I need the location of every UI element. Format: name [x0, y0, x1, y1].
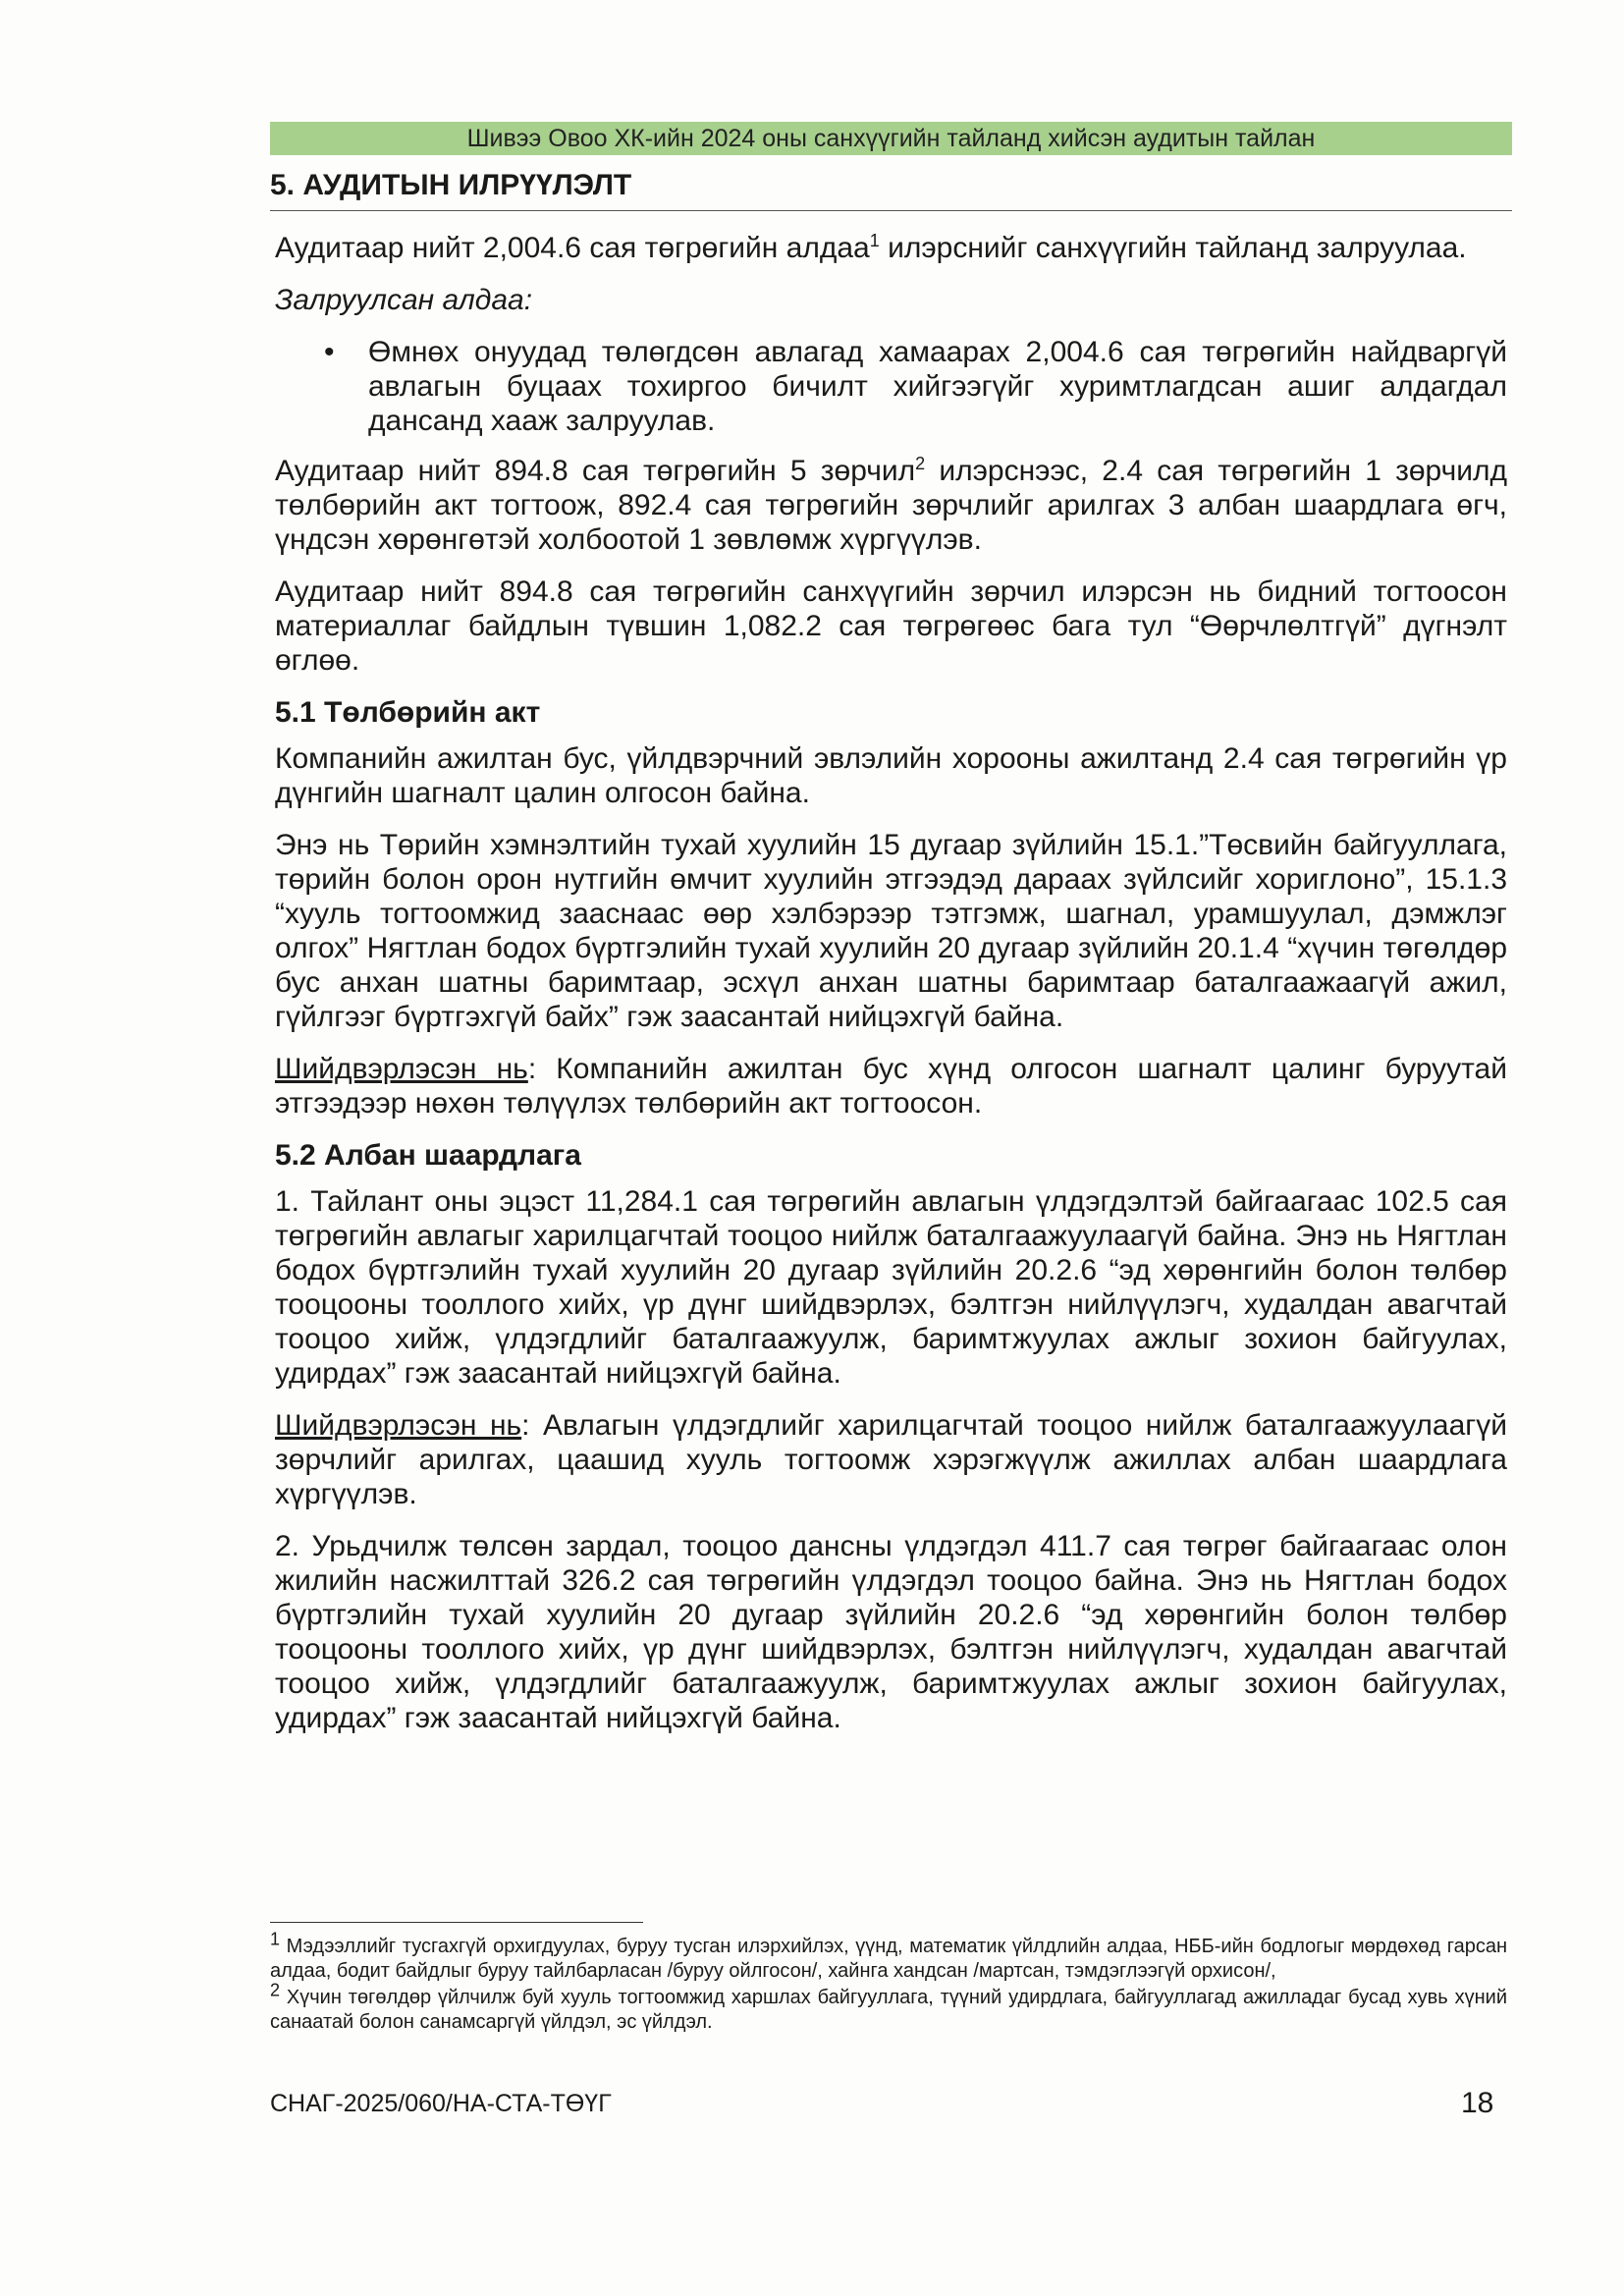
footnote-mark: 2	[270, 1980, 281, 2000]
violations-text-end: илэрснээс, 2.4 сая төгрөгийн 1 зөрчилд төлбөрийн акт тогтоож, 892.4 сая төгрөгийн зөрчлийг арилгах 3 албан шаардлага өгч, үндсэн хөрөнгөтэй холбоотой 1 зөвлөмж хүргүүлэв.	[275, 455, 1507, 556]
corrected-errors-list	[275, 335, 1507, 438]
requirement-decision-1	[275, 1408, 1507, 1511]
section-title: 5. АУДИТЫН ИЛРҮҮЛЭЛТ	[270, 169, 1512, 211]
intro-text-start: Аудитаар нийт 2,004.6 сая төгрөгийн алдаа	[275, 232, 870, 264]
decision-label: Шийдвэрлэсэн нь	[275, 1053, 528, 1085]
subsection-title-5-1: 5.1 Төлбөрийн акт	[275, 696, 541, 729]
corrected-errors-label: Залруулсан алдаа:	[275, 284, 533, 316]
list-item-text: Өмнөх онуудад төлөгдсөн авлагад хамаарах 2,004.6 сая төгрөгийн найдваргүй авлагын буцаах тохиргоо бичилт хийгээгүйг хуримтлагдсан ашиг алдагдал дансанд хааж залруулав.	[368, 336, 1507, 437]
footnote-ref-2: 2	[915, 454, 926, 473]
violations-paragraph	[275, 454, 1507, 557]
intro-text-end: илэрснийг санхүүгийн тайланд залруулаа.	[879, 232, 1467, 264]
decision-text: : Авлагын үлдэгдлийг харилцагчтай тооцоо нийлж баталгаажуулаагүй зөрчлийг арилгах, цаашид хууль тогтоомж хэрэгжүүлж ажиллах албан шаардлага хүргүүлэв.	[275, 1409, 1507, 1510]
violations-text-start: Аудитаар нийт 894.8 сая төгрөгийн 5 зөрчил	[275, 455, 916, 487]
footnote-separator	[270, 1922, 643, 1923]
requirement-item-1: 1. Тайлант оны эцэст 11,284.1 сая төгрөгийн авлагын үлдэгдэлтэй байгаагаас 102.5 сая төгрөгийн авлагыг харилцагчтай тооцоо нийлж баталгаажуулаагүй байна. Энэ нь Нягтлан бодох бүртгэлийн тухай хуулийн 20 дугаар зүйлийн 20.2.6 “эд хөрөнгийн болон төлбөр тооцооны тооллого хийх, үр дүнг шийдвэрлэх, бэлтгэн нийлүүлэгч, худалдан авагчтай тооцоо хийж, үлдэгдлийг баталгаажуулж, баримтжуулах ажлыг зохион байгуулах, удирдах” гэж заасантай нийцэхгүй байна.	[275, 1185, 1507, 1390]
bullet-icon: •	[324, 336, 335, 368]
decision-text: : Компанийн ажилтан бус хүнд олгосон шагналт цалинг буруутай этгээдээр нөхөн төлүүлэх төлбөрийн акт тогтоосон.	[275, 1053, 1508, 1120]
main-body	[275, 231, 1507, 1753]
payment-act-paragraph-2: Энэ нь Төрийн хэмнэлтийн тухай хуулийн 15 дугаар зүйлийн 15.1.”Төсвийн байгууллага, төрийн болон орон нутгийн өмчит хуулийн этгээдэд дараах зүйлсийг хориглоно”, 15.1.3 “хууль тогтоомжид зааснаас өөр хэлбэрээр тэтгэмж, шагнал, урамшуулал, дэмжлэг олгох” Нягтлан бодох бүртгэлийн тухай хуулийн 20 дугаар зүйлийн 20.1.4 “хүчин төгөлдөр бус анхан шатны баримтаар, эсхүл анхан шатны баримтаар баталгаажаагүй ажил, гүйлгээг бүртгэхгүй байх” гэж заасантай нийцэхгүй байна.	[275, 829, 1507, 1033]
footnotes	[270, 1929, 1507, 2037]
list-item	[275, 335, 1507, 438]
page-number: 18	[1461, 2087, 1494, 2119]
footnote-ref-1: 1	[869, 231, 880, 250]
footnote-1	[270, 1929, 1507, 1984]
footnote-mark: 1	[270, 1929, 281, 1949]
footnote-2	[270, 1980, 1507, 2035]
payment-act-decision	[275, 1052, 1507, 1121]
payment-act-paragraph-1: Компанийн ажилтан бус, үйлдвэрчний эвлэлийн хорооны ажилтанд 2.4 сая төгрөгийн үр дүнгийн шагналт цалин олгосон байна.	[275, 742, 1507, 809]
subsection-title-5-2: 5.2 Албан шаардлага	[275, 1139, 581, 1172]
requirement-item-2: 2. Урьдчилж төлсөн зардал, тооцоо дансны үлдэгдэл 411.7 сая төгрөг байгаагаас олон жилийн насжилттай 326.2 сая төгрөгийн үлдэгдэл тооцоо байна. Энэ нь Нягтлан бодох бүртгэлийн тухай хуулийн 20 дугаар зүйлийн 20.2.6 “эд хөрөнгийн болон төлбөр тооцооны тооллого хийх, үр дүнг шийдвэрлэх, бэлтгэн нийлүүлэгч, худалдан авагчтай тооцоо хийж, үлдэгдлийг баталгаажуулж, баримтжуулах ажлыг зохион байгуулах, удирдах” гэж заасантай нийцэхгүй байна.	[275, 1530, 1507, 1734]
footnote-text: Хүчин төгөлдөр үйлчилж буй хууль тогтоомжид харшлах байгууллага, түүний удирдлага, байгууллагад ажилладаг бусад хувь хүний санаатай болон санамсаргүй үйлдэл, эс үйлдэл.	[270, 1987, 1507, 2033]
footnote-text: Мэдээллийг тусгахгүй орхигдуулах, буруу тусган илэрхийлэх, үүнд, математик үйлдлийн алдаа, НББ-ийн бодлогыг мөрдөхөд гарсан алдаа, бодит байдлыг буруу тайлбарласан /буруу ойлгосон/, хайнга хандсан /мартсан, тэмдэглээгүй орхисон/,	[270, 1936, 1507, 1982]
document-code: СНАГ-2025/060/НА-СТА-ТӨҮГ	[270, 2090, 612, 2117]
running-header-text: Шивээ Овоо ХК-ийн 2024 оны санхүүгийн тайланд хийсэн аудитын тайлан	[466, 125, 1316, 152]
opinion-paragraph: Аудитаар нийт 894.8 сая төгрөгийн санхүүгийн зөрчил илэрсэн нь бидний тогтоосон материаллаг байдлын түвшин 1,082.2 сая төгрөгөөс бага тул “Өөрчлөлтгүй” дүгнэлт өглөө.	[275, 575, 1507, 677]
decision-label: Шийдвэрлэсэн нь	[275, 1409, 522, 1442]
running-header	[270, 122, 1512, 155]
intro-paragraph	[275, 231, 1507, 265]
